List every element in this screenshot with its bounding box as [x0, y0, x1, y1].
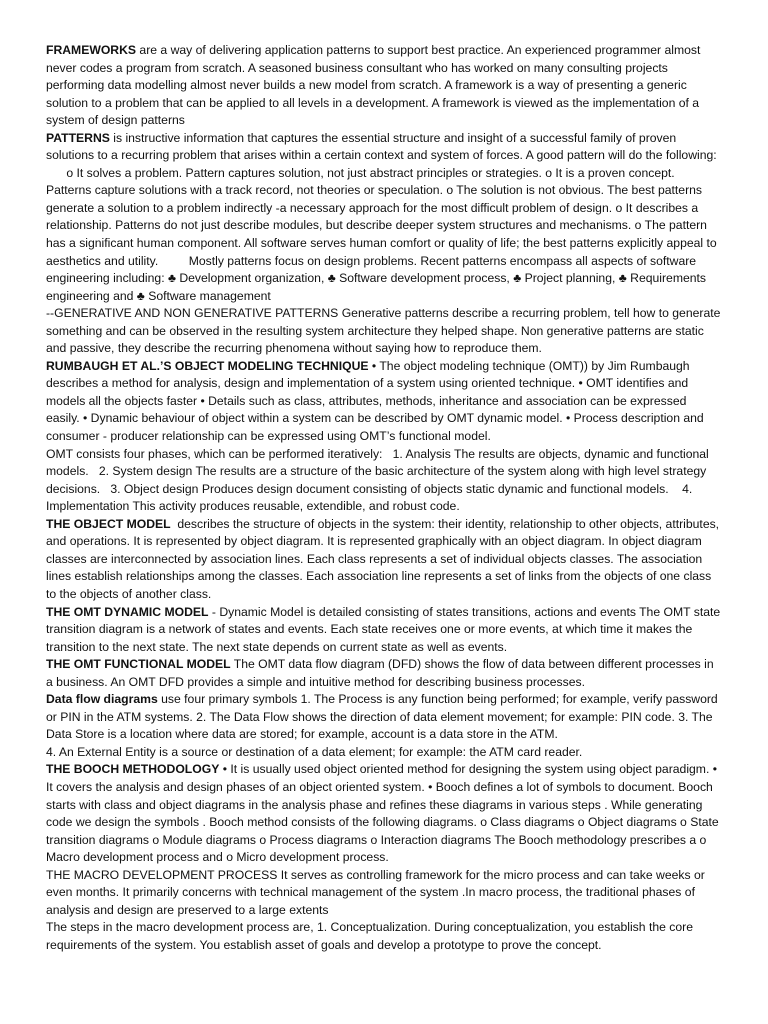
paragraph-data-flow-diagrams [46, 691, 722, 744]
heading-object-model: THE OBJECT MODEL [46, 516, 171, 531]
heading-data-flow-diagrams: Data flow diagrams [46, 692, 158, 707]
body-external-entity: 4. An External Entity is a source or destination of a data element; for example: the ATM card reader. [46, 744, 583, 759]
heading-booch-methodology: THE BOOCH METHODOLOGY [46, 762, 220, 777]
paragraph-dynamic-model [46, 604, 722, 657]
body-frameworks: are a way of delivering application patterns to support best practice. An experienced programmer almost never codes a program from scratch. A seasoned business consultant who has worked on many consulting projects performing data modelling almost never builds a new model from scratch. A framework is a way of presenting a generic solution to a problem that can be applied to all levels in a development. A framework is viewed as the implementation of a system of design patterns [46, 43, 701, 128]
body-macro-steps: The steps in the macro development process are, 1. Conceptualization. During conceptualization, you establish the core requirements of the system. You establish asset of goals and develop a prototype to prove the concept. [46, 920, 693, 952]
body-functional-model: The OMT data flow diagram (DFD) shows the flow of data between different processes in a business. An OMT DFD provides a simple and intuitive method for describing business processes. [46, 657, 714, 689]
paragraph-external-entity [46, 744, 722, 762]
heading-functional-model: THE OMT FUNCTIONAL MODEL [46, 657, 231, 672]
paragraph-omt-phases [46, 446, 722, 516]
body-patterns: is instructive information that captures the essential structure and insight of a successful family of proven solutions to a recurring problem that arises within a certain context and system of forces. A good pattern will do the following: o It solves a problem. Pattern captures solution, not just abstract principles or strategies. o It is a proven concept. Patterns capture solutions with a track record, not theories or speculation. o The solution is not obvious. The best patterns generate a solution to a problem indirectly -a necessary approach for the most difficult problem of design. o It describes a relationship. Patterns do not just describe modules, but describe deeper system structures and mechanisms. o The pattern has a significant human component. All software serves human comfort or quality of life; the best patterns explicitly appeal to aesthetics and utility. Mostly patterns focus on design problems. Recent patterns encompass all aspects of software engineering including: ♣ Development organization, ♣ Software development process, ♣ Project planning, ♣ Requirements engineering and ♣ Software management [46, 130, 717, 303]
body-omt-phases: OMT consists four phases, which can be performed iteratively: 1. Analysis The results are objects, dynamic and functional models. 2. System design The results are a structure of the basic architecture of the system along with high level strategy decisions. 3. Object design Produces design document consisting of objects static dynamic and functional models. 4. Implementation This activity produces reusable, extendible, and robust code. [46, 446, 709, 514]
paragraph-frameworks [46, 42, 722, 130]
body-rumbaugh-omt: • The object modeling technique (OMT)) by Jim Rumbaugh describes a method for analysis, design and implementation of a system using oriented technique. • OMT identifies and models all the objects faster • Details such as class, attributes, methods, inheritance and association can be expressed easily. • Dynamic behaviour of object within a system can be described by OMT dynamic model. • Process description and consumer - producer relationship can be expressed using OMT’s functional model. [46, 358, 704, 444]
paragraph-functional-model [46, 656, 722, 691]
paragraph-macro-development [46, 867, 722, 920]
paragraph-object-model [46, 516, 722, 604]
heading-frameworks: FRAMEWORKS [46, 43, 137, 57]
body-generative-patterns: --GENERATIVE AND NON GENERATIVE PATTERNS Generative patterns describe a recurring problem, tell how to generate something and can be observed in the resulting system architecture they helped shape. Non generative patterns are static and passive, they describe the recurring phenomena without saying how to reproduce them. [46, 306, 721, 356]
body-data-flow-diagrams: use four primary symbols 1. The Process is any function being performed; for example, verify password or PIN in the ATM systems. 2. The Data Flow shows the direction of data element movement; for example: PIN code. 3. The Data Store is a location where data are stored; for example, account is a data store in the ATM. [46, 692, 718, 742]
paragraph-rumbaugh-omt [46, 358, 722, 446]
paragraph-macro-steps [46, 919, 722, 954]
body-dynamic-model: - Dynamic Model is detailed consisting of states transitions, actions and events The OMT state transition diagram is a network of states and events. Each state receives one or more events, at which time it makes the transition to the next state. The next state depends on current state as well as events. [46, 604, 721, 654]
paragraph-patterns [46, 130, 722, 305]
body-macro-development: THE MACRO DEVELOPMENT PROCESS It serves as controlling framework for the micro process and can take weeks or even months. It primarily concerns with technical management of the system .In macro process, the traditional phases of analysis and design are preserved to a large extents [46, 867, 705, 917]
heading-patterns: PATTERNS [46, 130, 110, 145]
paragraph-generative-patterns [46, 305, 722, 358]
body-object-model: describes the structure of objects in the system: their identity, relationship to other objects, attributes, and operations. It is represented by object diagram. It is represented graphically with an object diagram. In object diagram classes are interconnected by association lines. Each class represents a set of individual objects classes. The association lines establish relationships among the classes. Each association line represents a set of links from the objects of one class to the objects of another class. [46, 516, 720, 601]
paragraph-booch-methodology [46, 761, 722, 866]
body-booch-methodology: • It is usually used object oriented method for designing the system using object paradigm. • It covers the analysis and design phases of an object oriented system. • Booch defines a lot of symbols to document. Booch starts with class and object diagrams in the analysis phase and refines these diagrams in various steps . While generating code we design the symbols . Booch method consists of the following diagrams. o Class diagrams o Object diagrams o State transition diagrams o Module diagrams o Process diagrams o Interaction diagrams The Booch methodology prescribes a o Macro development process and o Micro development process. [46, 762, 719, 865]
heading-rumbaugh-omt: RUMBAUGH ET AL.’S OBJECT MODELING TECHNIQUE [46, 358, 369, 373]
heading-dynamic-model: THE OMT DYNAMIC MODEL [46, 604, 209, 619]
